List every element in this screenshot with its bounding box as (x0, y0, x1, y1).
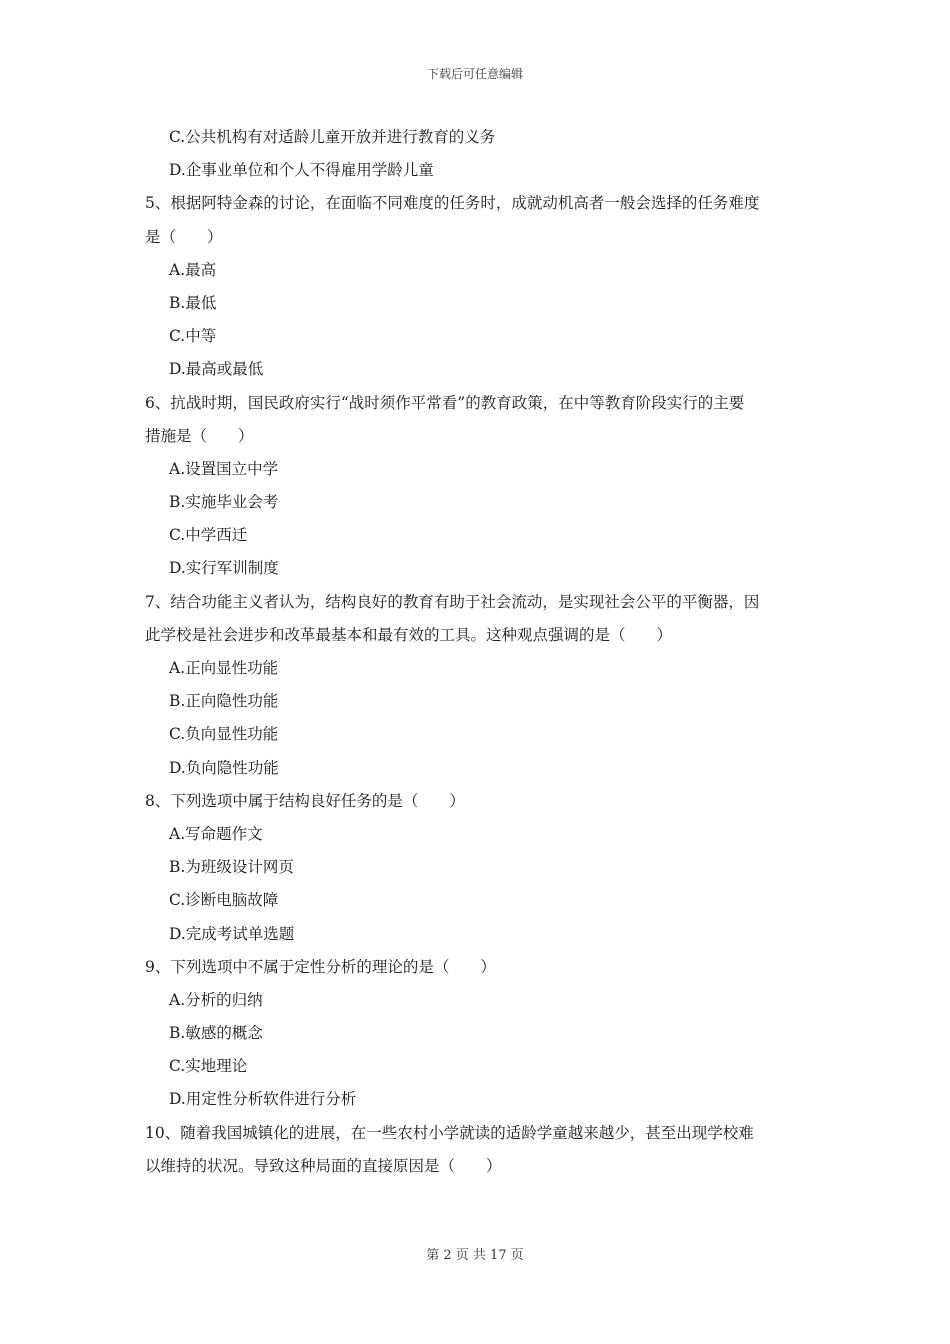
option-line: A.正向显性功能 (169, 659, 279, 677)
document-body (145, 121, 815, 1183)
option-line: D.最高或最低 (169, 360, 264, 379)
option-line: D.企事业单位和个人不得雇用学龄儿童 (169, 161, 434, 180)
question-line: 以维持的状况。导致这种局面的直接原因是（ ） (145, 1156, 502, 1175)
option-line: A.设置国立中学 (169, 459, 279, 478)
option-line: D.实行军训制度 (169, 559, 279, 578)
question-line: 措施是（ ） (145, 426, 254, 445)
question-line: 9、下列选项中不属于定性分析的理论的是（ ） (145, 957, 496, 976)
option-line: D.用定性分析软件进行分析 (169, 1090, 357, 1109)
question-line: 是（ ） (145, 227, 223, 246)
option-line: A.写命题作文 (169, 824, 263, 843)
option-line: A.最高 (169, 260, 217, 279)
option-line: B.敏感的概念 (169, 1024, 263, 1043)
option-line: C.实地理论 (169, 1057, 248, 1076)
question-line: 5、根据阿特金森的讨论，在面临不同难度的任务时，成就动机高者一般会选择的任务难度 (145, 194, 760, 213)
page-footer: 第 2 页 共 17 页 (426, 1248, 524, 1263)
page-header: 下载后可任意编辑 (426, 67, 523, 81)
question-line: 10、随着我国城镇化的进展，在一些农村小学就读的适龄学童越来越少，甚至出现学校难 (145, 1123, 754, 1142)
option-line: D.完成考试单选题 (169, 924, 295, 943)
question-line: 7、结合功能主义者认为，结构良好的教育有助于社会流动，是实现社会公平的平衡器，因 (145, 592, 760, 611)
option-line: C.负向显性功能 (169, 725, 279, 744)
question-line: 6、抗战时期，国民政府实行“战时须作平常看”的教育政策，在中等教育阶段实行的主要 (145, 393, 745, 412)
option-line: B.最低 (169, 293, 217, 312)
option-line: B.实施毕业会考 (169, 493, 279, 512)
option-line: C.中等 (169, 327, 217, 346)
option-line: D.负向隐性功能 (169, 758, 279, 777)
option-line: C.中学西迁 (169, 526, 248, 545)
option-line: C.公共机构有对适龄儿童开放并进行教育的义务 (169, 128, 496, 146)
option-line: C.诊断电脑故障 (169, 891, 279, 910)
option-line: B.正向隐性功能 (169, 692, 279, 711)
option-line: B.为班级设计网页 (169, 858, 294, 877)
question-line: 此学校是社会进步和改革最基本和最有效的工具。这种观点强调的是（ ） (145, 625, 673, 644)
question-line: 8、下列选项中属于结构良好任务的是（ ） (145, 791, 465, 810)
option-line: A.分析的归纳 (169, 990, 263, 1009)
